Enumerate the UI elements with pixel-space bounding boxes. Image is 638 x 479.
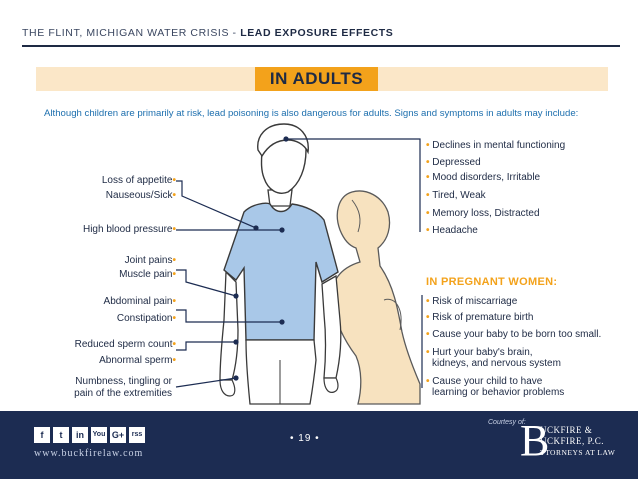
- symptom-numbness-line2: pain of the extremities: [74, 388, 172, 399]
- head-connector-dot: [283, 136, 288, 141]
- symptom-abdominal-pain: Abdominal pain•: [103, 296, 176, 307]
- pregnant-item-born-small: • Cause your baby to be born too small.: [426, 329, 602, 340]
- symptom-high-blood-pressure: High blood pressure•: [82, 224, 176, 235]
- rss-icon[interactable]: rss: [129, 427, 145, 443]
- symptom-memory-loss: • Memory loss, Distracted: [426, 208, 540, 219]
- pregnant-item-miscarriage: • Risk of miscarriage: [426, 296, 518, 307]
- linkedin-icon[interactable]: in: [72, 427, 88, 443]
- pregnant-item-hurt-brain-line2: kidneys, and nervous system: [432, 358, 561, 369]
- facebook-icon[interactable]: f: [34, 427, 50, 443]
- page-title: THE FLINT, MICHIGAN WATER CRISIS - LEAD EXPOSURE EFFECTS: [22, 27, 394, 39]
- symptom-mental-decline: • Declines in mental functioning: [426, 140, 566, 151]
- page-footer: [0, 411, 638, 479]
- page-number: • 19 •: [290, 433, 320, 444]
- intro-text: Although children are primarily at risk, lead poisoning is also dangerous for adults. Signs and symptoms in adults may include:: [44, 108, 579, 119]
- courtesy-label: Courtesy of:: [488, 419, 526, 426]
- youtube-icon[interactable]: You: [91, 427, 107, 443]
- symptom-headache: • Headache: [426, 225, 478, 236]
- symptom-depressed: • Depressed: [426, 157, 481, 168]
- pregnant-item-premature-birth: • Risk of premature birth: [426, 312, 534, 323]
- pregnant-item-learning-line1: • Cause your child to have: [426, 376, 543, 387]
- social-links: [34, 427, 145, 443]
- symptom-constipation: Constipation•: [116, 313, 176, 324]
- symptom-muscle-pain: Muscle pain•: [119, 269, 176, 280]
- logo-text: UCKFIRE & UCKFIRE, P.C. TTORNEYS AT LAW: [540, 425, 616, 457]
- pregnant-woman-figure: [332, 191, 420, 404]
- website-link[interactable]: www.buckfirelaw.com: [34, 448, 144, 459]
- pregnant-item-learning-line2: learning or behavior problems: [432, 387, 565, 398]
- symptom-tired-weak: • Tired, Weak: [426, 190, 486, 201]
- symptom-nauseous: Nauseous/Sick•: [105, 190, 176, 201]
- man-figure: [220, 124, 341, 404]
- symptom-loss-of-appetite: Loss of appetite•: [101, 175, 176, 186]
- section-title: IN ADULTS: [255, 67, 378, 91]
- symptom-mood-disorders: • Mood disorders, Irritable: [426, 172, 541, 183]
- symptom-abnormal-sperm: Abnormal sperm•: [99, 355, 176, 366]
- google-plus-icon[interactable]: G+: [110, 427, 126, 443]
- symptom-numbness-line1: Numbness, tingling or: [75, 376, 172, 387]
- pregnant-item-hurt-brain-line1: • Hurt your baby's brain,: [426, 347, 533, 358]
- symptom-joint-pains: Joint pains•: [124, 255, 176, 266]
- twitter-icon[interactable]: t: [53, 427, 69, 443]
- page-subtitle: LEAD EXPOSURE EFFECTS: [240, 27, 394, 39]
- logo-monogram: B: [520, 416, 550, 465]
- pregnant-section-title: IN PREGNANT WOMEN:: [426, 276, 558, 288]
- symptom-reduced-sperm-count: Reduced sperm count•: [74, 339, 176, 350]
